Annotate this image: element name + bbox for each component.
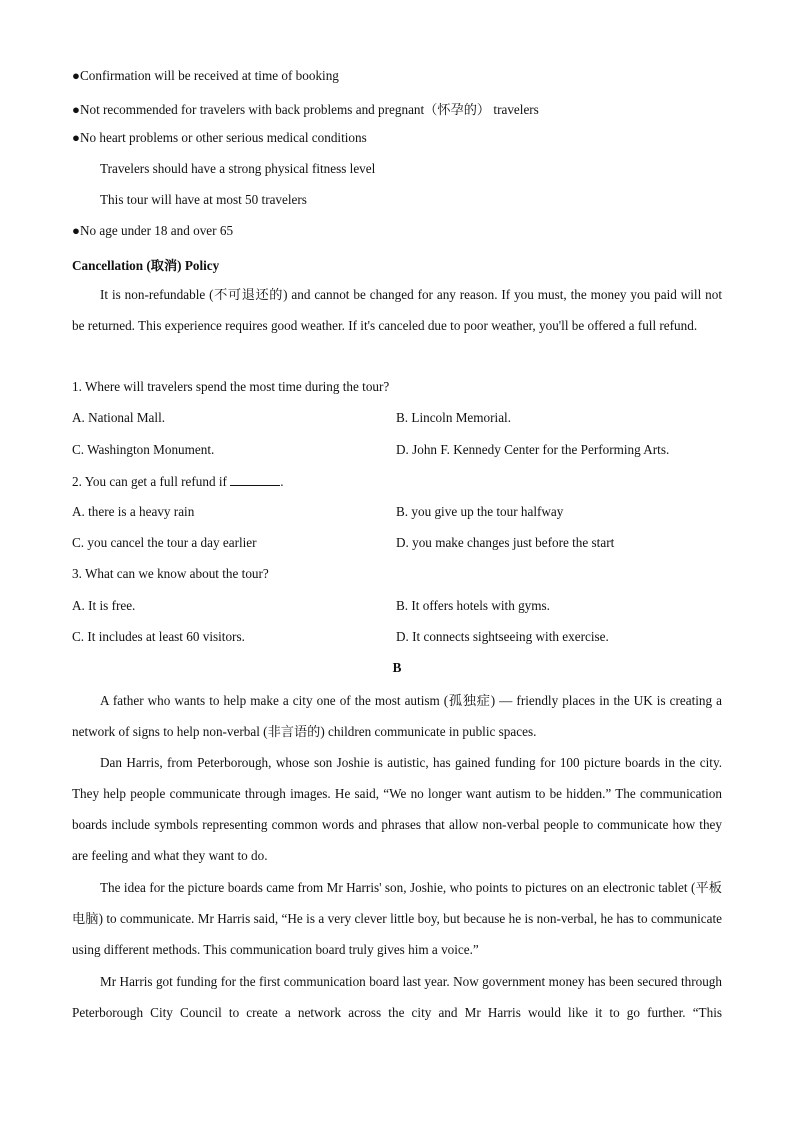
cancellation-heading: Cancellation (取消) Policy	[72, 258, 220, 273]
section-b-paragraph-4: Mr Harris got funding for the first communication board last year. Now government money has been secured through Peterborough City Council to create a network across the city and Mr Harris would like it to go further. “This	[72, 974, 722, 1020]
requirement-confirmation: ●Confirmation will be received at time of booking	[72, 68, 339, 83]
requirement-max-travelers: This tour will have at most 50 travelers	[100, 192, 307, 207]
question-1-option-c: C. Washington Monument.	[72, 442, 215, 457]
question-3-option-b: B. It offers hotels with gyms.	[396, 598, 550, 613]
question-2-stem-text: 2. You can get a full refund if	[72, 474, 227, 489]
section-b-paragraph-1: A father who wants to help make a city one of the most autism (孤独症) — friendly places in the UK is creating a network of signs to help non-verbal (非言语的) children communicate in public spaces.	[72, 693, 722, 739]
answer-blank	[230, 473, 280, 486]
requirement-fitness: Travelers should have a strong physical fitness level	[100, 161, 376, 176]
requirement-heart-problems: ●No heart problems or other serious medical conditions	[72, 130, 367, 145]
question-2-option-d: D. you make changes just before the start	[396, 535, 615, 550]
section-b-paragraph-3: The idea for the picture boards came from Mr Harris' son, Joshie, who points to pictures on an electronic tablet (平板电脑) to communicate. Mr Harris said, “He is a very clever little boy, but because he is non-verbal, he has to communicate using different methods. This communication board truly gives him a voice.”	[72, 880, 722, 957]
section-b-paragraph-2: Dan Harris, from Peterborough, whose son Joshie is autistic, has gained funding for 100 picture boards in the city. They help people communicate through images. He said, “We no longer want autism to be hidden.” The communication boards include symbols representing common words and phrases that allow non-verbal people to communicate how they are feeling and what they want to do.	[72, 755, 722, 863]
question-3-option-c: C. It includes at least 60 visitors.	[72, 629, 245, 644]
section-b-heading: B	[392, 660, 402, 675]
question-3-option-a: A. It is free.	[72, 598, 136, 613]
cancellation-text: It is non-refundable (不可退还的) and cannot be changed for any reason. If you must, the money you paid will not be returned. This experience requires good weather. If it's canceled due to poor weather, you'll be offered a full refund.	[72, 287, 722, 333]
question-3-option-d: D. It connects sightseeing with exercise.	[396, 629, 609, 644]
question-1-option-b: B. Lincoln Memorial.	[396, 410, 512, 425]
question-2-stem-end: .	[280, 474, 284, 489]
question-1-stem: 1. Where will travelers spend the most time during the tour?	[72, 379, 390, 394]
question-2-option-b: B. you give up the tour halfway	[396, 504, 564, 519]
requirement-back-problems: ●Not recommended for travelers with back problems and pregnant（怀孕的） travelers	[72, 102, 539, 117]
question-1-option-a: A. National Mall.	[72, 410, 166, 425]
question-2-option-a: A. there is a heavy rain	[72, 504, 195, 519]
question-3-stem: 3. What can we know about the tour?	[72, 566, 269, 581]
question-2-stem	[72, 473, 284, 490]
question-2-option-c: C. you cancel the tour a day earlier	[72, 535, 257, 550]
question-1-option-d: D. John F. Kennedy Center for the Performing Arts.	[396, 442, 670, 457]
requirement-age: ●No age under 18 and over 65	[72, 223, 234, 238]
